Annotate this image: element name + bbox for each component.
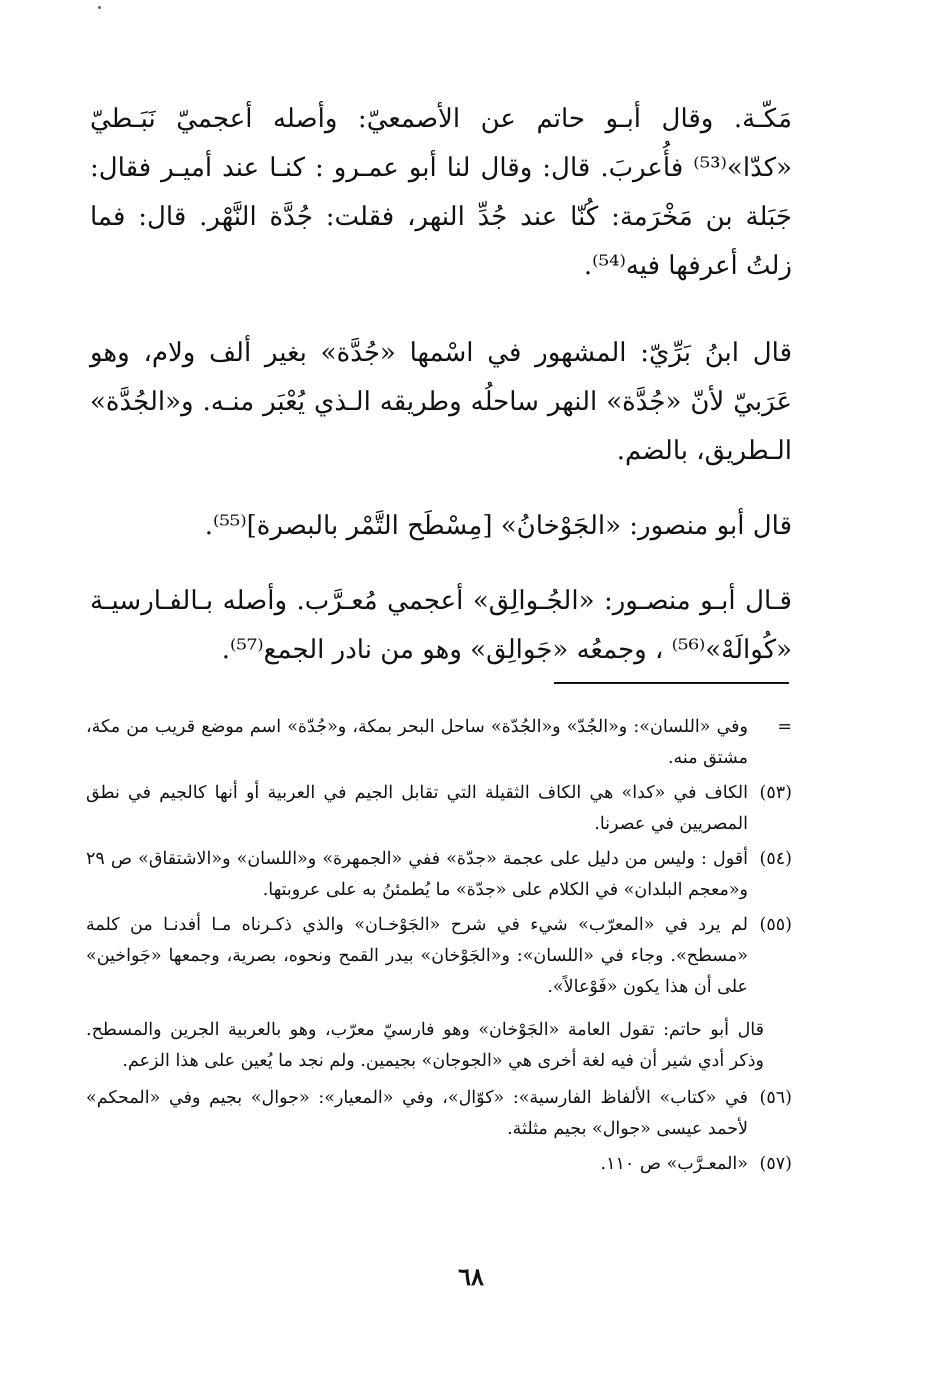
footnote-number: (٥٦) <box>759 1088 792 1108</box>
footnote-text: وفي «اللسان»: و«الجُدّ» و«الجُدّة» ساحل البحر بمكة، و«جُدّة» اسم موضع قريب من مكة، مشتق منه. <box>86 717 748 768</box>
footnote-number: (٥٥) <box>759 915 792 935</box>
footnote-text: في «كتاب» الألفاظ الفارسية»: «كوّال»، وفي «المعيار»: «جوال» بجيم وفي «المحكم» لأحمد عيسى «جوال» بجيم مثلثة. <box>86 1088 748 1139</box>
footnote-continued <box>86 712 792 774</box>
paragraph-jidda-origin: مَكّـة. وقال أبـو حاتم عن الأصمعيّ: وأصله أعجميّ نَبَـطيّ «كدّا»⁽⁵³⁾ فأُعربَ. قال: وقال لنا أبو عمـرو : كنـا عند أميـر فقال: جَبَلة بن مَخْرَمة: كُنّا عند جُدِّ النهر، فقلت: جُدَّة النَّهْر. قال: فما زلتُ أعرفها فيه⁽⁵⁴⁾. <box>90 104 792 281</box>
paragraph-jawkhan: قال أبو منصور: «الجَوْخانُ» [مِسْطَح التَّمْر بالبصرة]⁽⁵⁵⁾. <box>204 511 792 541</box>
footnote-divider <box>554 682 789 684</box>
footnote-55 <box>86 910 792 1003</box>
footnote-53 <box>86 778 792 840</box>
footnote-text: أقول : وليس من دليل على عجمة «جدّة» ففي «الجمهرة» و«اللسان» و«الاشتقاق» ص ٢٩ و«معجم البلدان» في الكلام على «جدّة» ما يُطمئنُ به على عروبتها. <box>86 849 748 900</box>
footnote-number: (٥٧) <box>759 1154 792 1174</box>
main-text <box>90 95 792 675</box>
footnote-number: (٥٤) <box>759 849 792 869</box>
footnote-57 <box>86 1149 792 1180</box>
page-number: ٦٨ <box>458 1262 484 1291</box>
footnote-number: (٥٣) <box>759 783 792 803</box>
footnote-54 <box>86 844 792 906</box>
footnote-number: = <box>777 717 792 737</box>
footnote-text: لم يرد في «المعرّب» شيء في شرح «الجَوْخـان» والذي ذكـرناه مـا أفدنـا من كلمة «مسطح». وجاء في «اللسان»: و«الجَوْخان» بيدر القمح ونحوه، بصرية، وجمعها «جَواخين» على أن هذا يكون «فَوْعالاً». <box>86 915 748 997</box>
footnote-56 <box>86 1083 792 1145</box>
paragraph-ibn-barri: قال ابنُ بَرِّيّ: المشهور في اسْمها «جُدَّة» بغير ألف ولام، وهو عَرَبيّ لأنّ «جُدَّة» النهر ساحلُه وطريقه الـذي يُعْبَر منـه. و«الجُدَّة» الـطريق، بالضم. <box>90 338 792 466</box>
footnotes <box>86 712 792 1184</box>
scan-speck <box>98 6 101 9</box>
footnote-text: «المعـرَّب» ص ١١٠. <box>600 1154 748 1174</box>
footnote-text: الكاف في «كدا» هي الكاف الثقيلة التي تقابل الجيم في العربية أو أنها كالجيم في نطق المصريين في عصرنا. <box>86 783 748 834</box>
paragraph-jawaliq: قـال أبـو منصـور: «الجُـوالِق» أعجمي مُعـرَّب. وأصله بـالفـارسيـة «كُوالَهْ»⁽⁵⁶⁾ ، وجمعُه «جَوالِق» وهو من نادر الجمع⁽⁵⁷⁾. <box>90 586 792 665</box>
footnote-55-note: قال أبو حاتم: تقول العامة «الجَوْخان» وهو فارسيّ معرّب، وهو بالعربية الجرين والمسطح. وذكر أدي شير أن فيه لغة أخرى هي «الجوجان» بجيمين. ولم نجد ما يُعين على هذا الزعم. <box>86 1020 764 1071</box>
